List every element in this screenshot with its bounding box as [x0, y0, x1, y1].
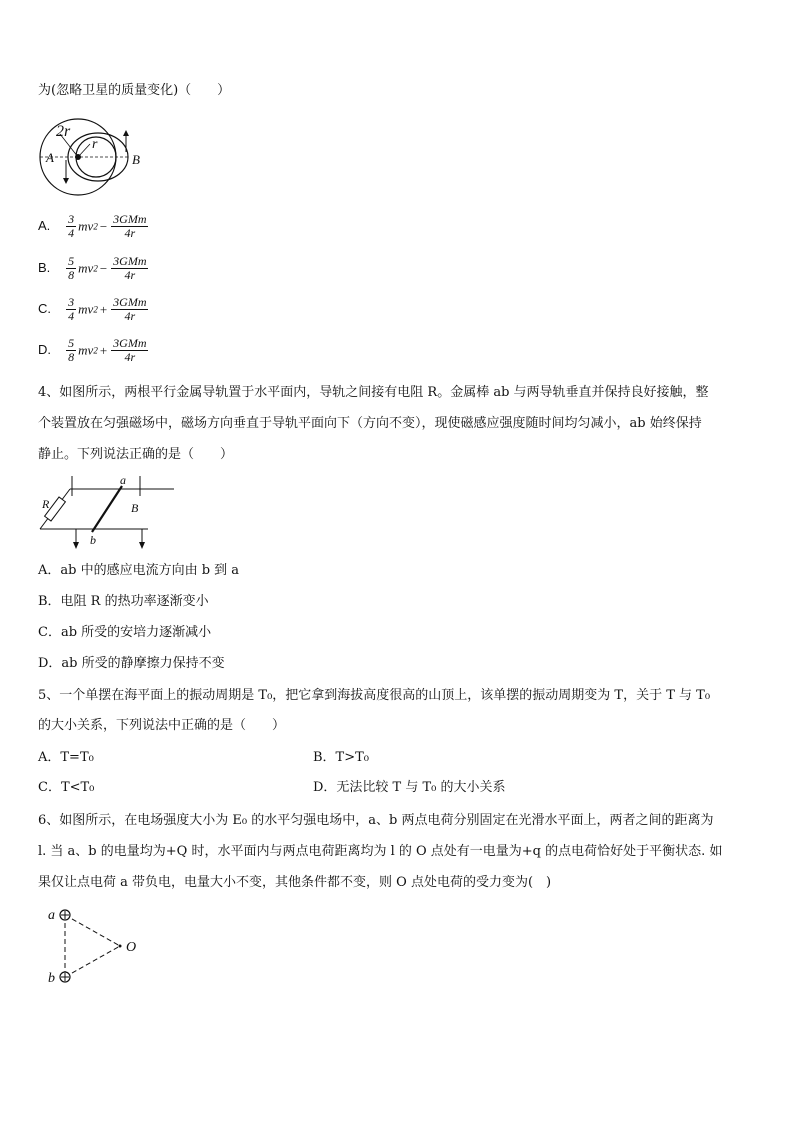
q5-stem-line-1: 5、一个单摆在海平面上的振动周期是 T₀，把它拿到海拔高度很高的山顶上，该单摆的振动周期变为 T，关于 T 与 T₀: [38, 688, 711, 703]
q4-option-c[interactable]: C．ab 所受的安培力逐渐减小: [38, 625, 212, 640]
q3-orbit-figure: [38, 112, 148, 202]
label-A: A: [46, 150, 54, 165]
q4-rail-figure: [36, 472, 178, 552]
metal-rod: [92, 486, 122, 532]
charge-b: [60, 972, 70, 982]
label-a: a: [120, 473, 126, 487]
q4-option-d[interactable]: D．ab 所受的静摩擦力保持不变: [38, 656, 225, 671]
q4-stem-line-3: 静止。下列说法正确的是（ ）: [38, 447, 234, 462]
q3-stem-tail: 为(忽略卫星的质量变化)（ ）: [38, 83, 231, 98]
q3-option-a[interactable]: A. $\frac{3}{4}$ mv2 − $\frac{\text{3GMm}}{4r}$: [38, 212, 147, 240]
q5-option-b[interactable]: B．T>T₀: [313, 750, 369, 765]
q5-stem-line-2: 的大小关系，下列说法中正确的是（ ）: [38, 718, 286, 733]
q3-option-d[interactable]: D. $\frac{5}{8}$ mv2 + $\frac{\text{3GMm}}{4r}$: [38, 336, 147, 364]
q5-option-a[interactable]: A．T=T₀: [38, 750, 94, 765]
q4-stem-line-2: 个装置放在匀强磁场中，磁场方向垂直于导轨平面向下（方向不变），现使磁感应强度随时间均匀减小，ab 始终保持: [38, 416, 702, 431]
label-a: a: [48, 908, 55, 923]
q4-option-a[interactable]: A．ab 中的感应电流方向由 b 到 a: [38, 563, 240, 578]
q6-charge-figure: [40, 903, 150, 993]
q6-stem-line-2: l. 当 a、b 的电量均为+Q 时，水平面内与两点电荷距离均为 l 的 O 点处有一电量为+q 的点电荷恰好处于平衡状态. 如: [38, 844, 723, 859]
label-2r: 2r: [56, 123, 71, 140]
q6-stem-line-1: 6、如图所示，在电场强度大小为 E₀ 的水平匀强电场中，a、b 两点电荷分别固定在光滑水平面上，两者之间的距离为: [38, 813, 714, 828]
label-O: O: [126, 940, 137, 955]
q3-option-b[interactable]: B. $\frac{5}{8}$ mv2 − $\frac{\text{3GMm}}{4r}$: [38, 254, 147, 282]
q6-stem-line-3: 果仅让点电荷 a 带负电，电量大小不变，其他条件都不变，则 O 点处电荷的受力变为( ): [38, 875, 552, 890]
q4-option-b[interactable]: B．电阻 R 的热功率逐渐变小: [38, 594, 209, 609]
q5-option-c[interactable]: C．T<T₀: [38, 780, 95, 795]
label-b: b: [48, 971, 55, 986]
label-b: b: [90, 533, 96, 547]
q3-option-c[interactable]: C. $\frac{3}{4}$ mv2 + $\frac{\text{3GMm}}{4r}$: [38, 295, 147, 323]
planet-dot: [75, 154, 81, 160]
label-B: B: [132, 152, 140, 167]
label-B: B: [131, 501, 139, 515]
point-O: [119, 945, 122, 948]
q4-stem-line-1: 4、如图所示，两根平行金属导轨置于水平面内，导轨之间接有电阻 R。金属棒 ab 与两导轨垂直并保持良好接触，整: [38, 385, 709, 400]
charge-a: [60, 910, 70, 920]
q5-option-d[interactable]: D．无法比较 T 与 T₀ 的大小关系: [313, 780, 506, 795]
label-r: r: [92, 137, 98, 152]
label-R: R: [42, 497, 50, 511]
